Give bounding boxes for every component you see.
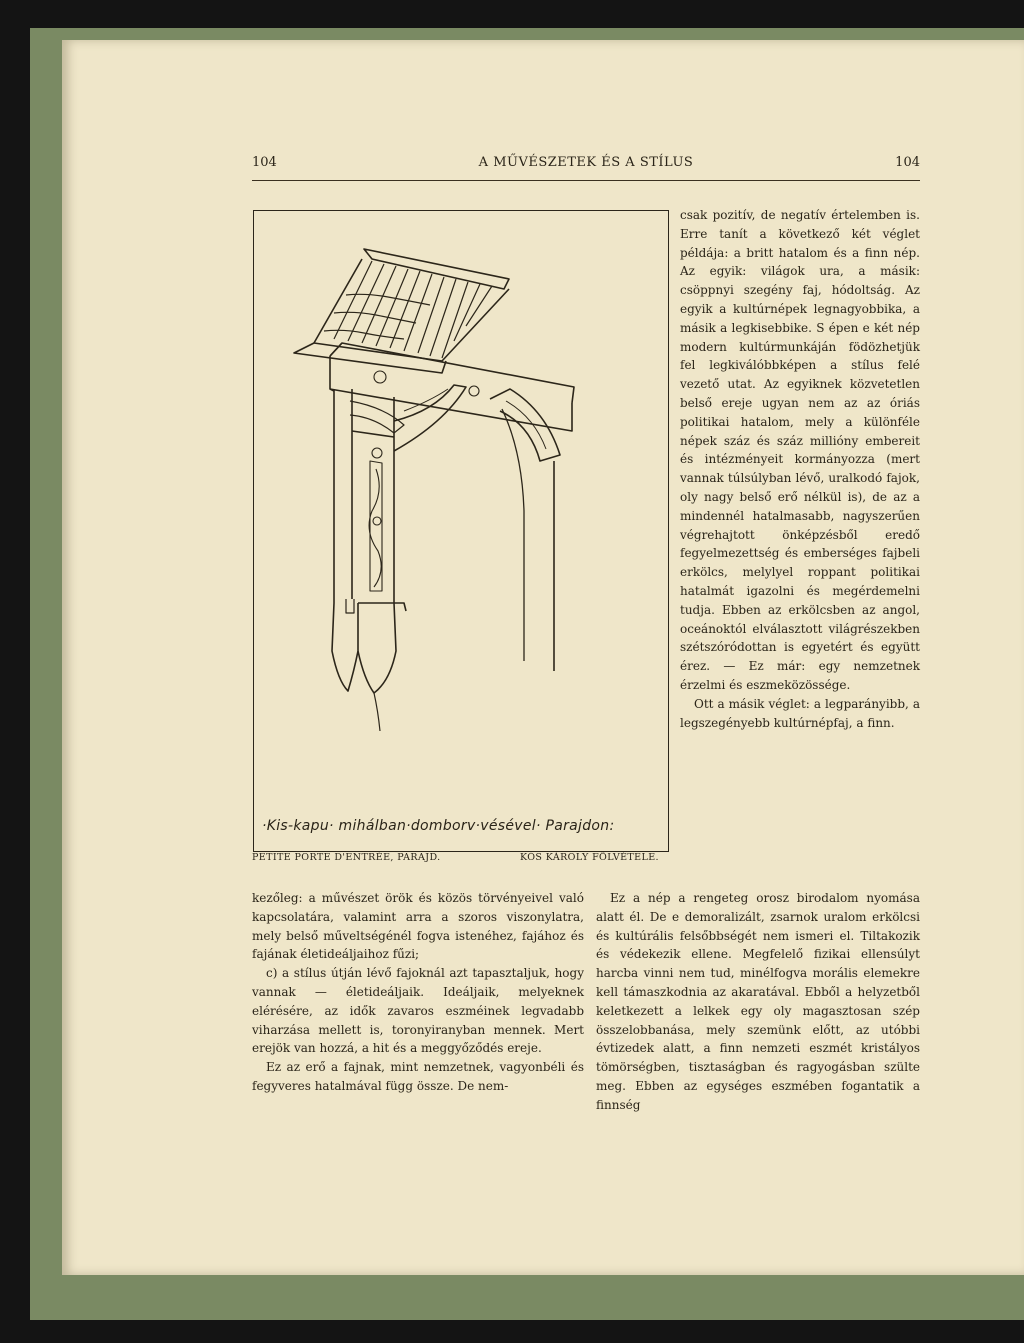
middle-text-column [596, 889, 920, 1115]
paragraph: Ott a másik véglet: a legparányibb, a legszegényebb kultúrnépfaj, a finn. [680, 696, 920, 730]
right-text-column [680, 206, 920, 732]
page-number-left: 104 [252, 155, 277, 170]
paragraph: kezőleg: a művészet örök és közös törvényeivel való kapcsolatára, valamint arra a szoros viszonylatra, mely belső műveltségénél fogva istenéhez, fajához és fajának életideáljaihoz fűzi; [252, 891, 584, 962]
drawing-inscription: ·Kis-kapu· mihálban·domborv·vésével· Parajdon: [262, 818, 615, 834]
page-number-right: 104 [895, 155, 920, 170]
paragraph: c) a stílus útján lévő fajoknál azt tapasztaljuk, hogy vannak — életideáljaik. Ideáljaik, melyeknek elérésére, az idők zavaros eszméinek legvadabb viharzása mellett is, toronyiranyban mennek. Mert erejök van hozzá, a hit és a meggyőződés ereje. [252, 966, 584, 1056]
running-head [252, 155, 920, 173]
paragraph: Ez a nép a rengeteg orosz birodalom nyomása alatt él. De e demoralizált, zsarnok uralom erkölcsi és kultúrális felsőbbségét nem ismeri el. Tiltakozik és védekezik ellene. Megfelelő fizikai ellensúlyt harcba vinni nem tud, minélfogva morális elemekre kell támaszkodnia az akaratával. Ebből a helyzetből keletkezett a lelkek egy oly magasztosan szép összelobbanása, mely szemünk előtt, az utóbbi évtizedek alatt, a finn nemzeti eszmét kristályos tömörségben, tisztaságban és ragyogásban szülte meg. Ebben az egységes eszmében fogantatik a finnség [596, 891, 920, 1112]
header-rule [252, 180, 920, 181]
figure-caption: PETITE PORTE D'ENTRÉE, PARAJD. [252, 852, 441, 863]
photo-credit: KÓS KÁROLY FÖLVÉTELE. [520, 852, 659, 863]
paragraph: csak pozitív, de negatív értelemben is. Erre tanít a következő két véglet példája: a britt hatalom és a finn nép. Az egyik: világok ura, a másik: csöppnyi szegény faj, hódoltság. Az egyik a kultúrnépek legnagyobbika, a másik a legkisebbike. S épen e két nép modern kultúrmunkáján födözhetjük fel legkiválóbbképen a stílus felé vezető utat. Az egyiknek közvetetlen belső ereje ugyan nem az az óriás politikai hatalom, mely a különféle népek száz és száz millióny embereit és intézményeit kormányozza (mert vannak túlsúlyban lévő, uralkodó fajok, oly nagy belső erő nélkül is), de az a mindennél hatalmasabb, nagyszerűen végrehajtott önképzésből eredő fegyelmezettség és emberséges fajbeli erkölcs, melylyel roppant politikai hatalmát igazolni és megérdemelni tudja. Ebben az erkölcsben az angol, oceánoktól elválasztott világrészekben szétszóródottan is egyetért és együtt érez. — Ez már: egy nemzetnek érzelmi és eszmeközössége. [680, 208, 920, 692]
paragraph: Ez az erő a fajnak, mint nemzetnek, vagyonbéli és fegyveres hatalmával függ össze. De nem- [252, 1060, 584, 1093]
running-title: A MŰVÉSZETEK ÉS A STÍLUS [478, 155, 694, 170]
left-text-column [252, 889, 584, 1096]
gate-drawing [254, 211, 668, 851]
illustration-frame [253, 210, 669, 852]
